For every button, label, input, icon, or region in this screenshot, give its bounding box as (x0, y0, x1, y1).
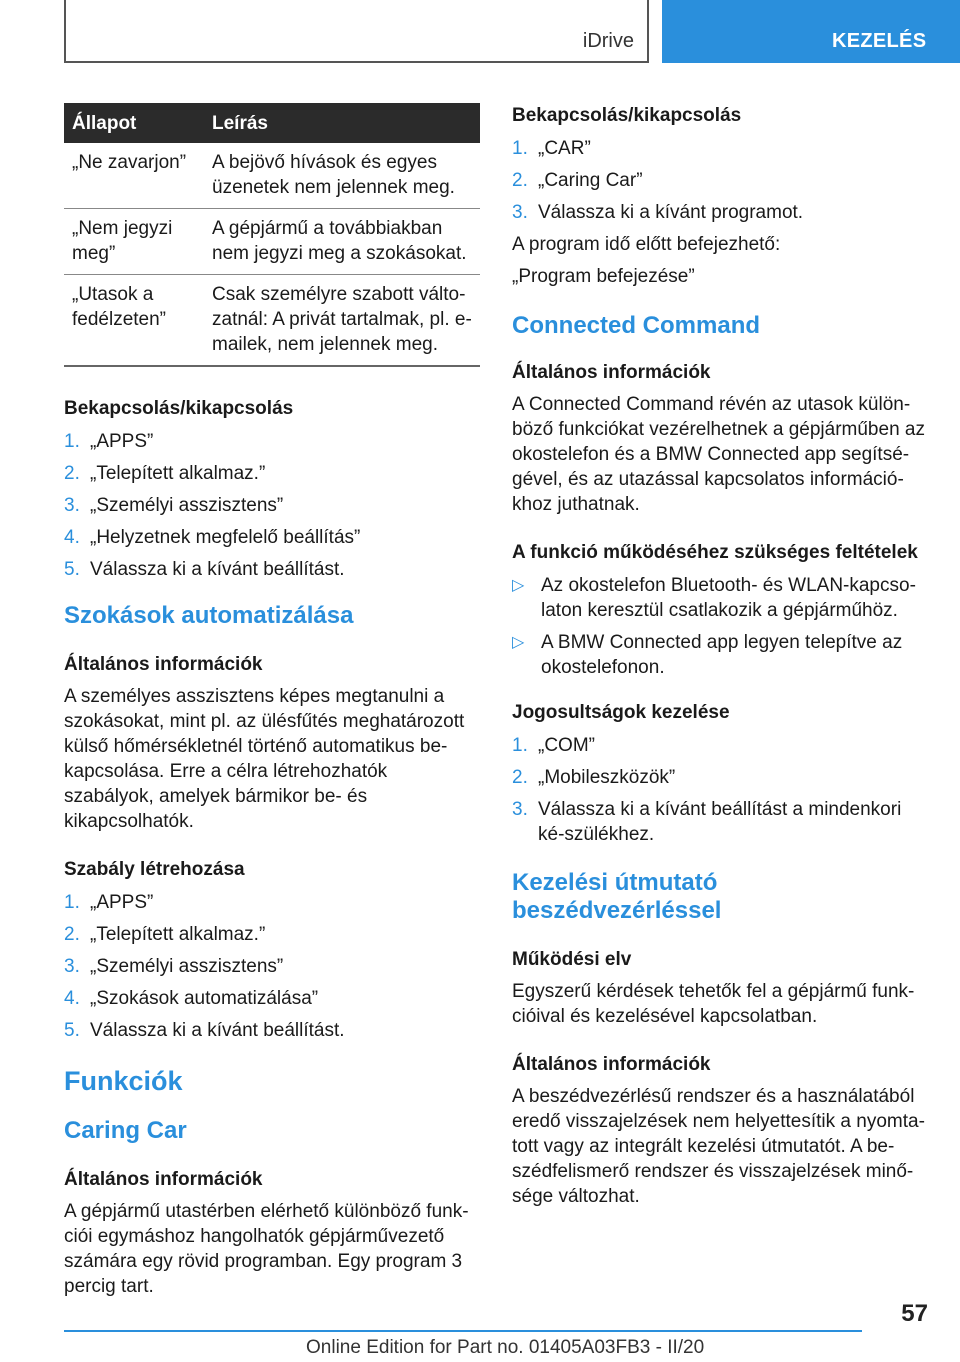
table-header-status: Állapot (72, 112, 137, 134)
list-item: 5. Válassza ki a kívánt beállítást. (64, 1020, 345, 1041)
list-item: 2. „Mobileszközök” (512, 767, 676, 788)
table-header-row (64, 103, 480, 143)
caring-car-title: Caring Car (64, 1117, 187, 1144)
table-row (64, 143, 480, 209)
principle-heading: Működési elv (512, 949, 632, 970)
table-header-description: Leírás (212, 112, 268, 134)
connected-command-title: Connected Command (512, 312, 761, 339)
status-table (64, 103, 480, 367)
list-item: 1. „COM” (512, 735, 595, 756)
list-item: 2. „Caring Car” (512, 170, 643, 191)
list-item: 4. „Szokások automatizálása” (64, 988, 319, 1009)
cc-general-heading: Általános információk (512, 362, 711, 383)
rule-create-heading: Szabály létrehozása (64, 859, 245, 880)
habit-general-text: A személyes asszisztens képes megtanulni a szokásokat, mint pl. az ülésfűtés meghatározott külső hőmérsékletnél történő automatikus be-kapcsolása. Erre a célra létrehozhatók szabályok, amelyek bármikor be- és kikapcsolhatók. (64, 686, 465, 832)
left-column (64, 103, 480, 1299)
early-end-command: „Program befejezése” (512, 266, 695, 287)
header-chapter-tab (662, 0, 960, 63)
list-item: 4. „Helyzetnek megfelelő beállítás” (64, 527, 361, 548)
table-row (64, 209, 480, 275)
table-cell-status: „Nem jegyzi meg” (72, 218, 173, 264)
rights-heading: Jogosultságok kezelése (512, 702, 730, 723)
voice-control-title: Kezelési útmutató beszédvezérléssel (512, 869, 722, 924)
caring-general-heading: Általános információk (64, 1169, 263, 1190)
voice-general-text: A beszédvezérlésű rendszer és a használatából eredő visszajelzések nem helyettesítik a nyomta-tott vagy az integrált kezelési útmutatót. A be-szédfelismerő rendszer és visszajelzések minő-sége változhat. (512, 1086, 925, 1207)
list-item: 3. Válassza ki a kívánt beállítást a mindenkori ké-szülékhez. (512, 799, 902, 845)
list-item: ▷ Az okostelefon Bluetooth- és WLAN-kapcso-laton keresztül csatlakozik a gépjárműhöz. (512, 575, 916, 621)
functions-title: Funkciók (64, 1066, 183, 1096)
early-end-text: A program idő előtt befejezhető: (512, 234, 781, 255)
header-section-label: iDrive (582, 30, 634, 52)
voice-general-heading: Általános információk (512, 1054, 711, 1075)
habit-general-heading: Általános információk (64, 654, 263, 675)
onoff-steps-list (64, 429, 480, 582)
caring-general-text: A gépjármű utastérben elérhető különböző funk-ciói egymáshoz hangolhatók gépjárművezető számára egy rövid programban. Egy program 3 percig tart. (64, 1201, 469, 1297)
rights-steps-list (512, 733, 928, 847)
table-row (64, 275, 480, 367)
onoff-heading: Bekapcsolás/kikapcsolás (64, 398, 294, 419)
table-cell-status: „Ne zavarjon” (72, 152, 187, 173)
list-item: 5. Válassza ki a kívánt beállítást. (64, 559, 345, 580)
list-item: 2. „Telepített alkalmaz.” (64, 924, 266, 945)
table-cell-description: A gépjármű a továbbiakban nem jegyzi meg a szokásokat. (212, 218, 467, 264)
list-item: 1. „APPS” (64, 892, 154, 913)
triangle-bullet-icon: ▷ (512, 634, 525, 651)
list-item: 3. „Személyi asszisztens” (64, 956, 284, 977)
header-section-box (64, 0, 649, 63)
list-item: 2. „Telepített alkalmaz.” (64, 463, 266, 484)
footer-divider (64, 1330, 862, 1332)
cc-general-text: A Connected Command révén az utasok külön-böző funkciókat vezérelhetnek a gépjárműben az okostelefon és a BMW Connected app segítsé-gével, és az utazással kapcsolatos információ-khoz juthatnak. (512, 394, 925, 515)
requirements-heading: A funkció működéséhez szükséges feltételek (512, 542, 918, 563)
caring-onoff-steps-list (512, 136, 928, 225)
list-item: 1. „APPS” (64, 431, 154, 452)
caring-onoff-heading: Bekapcsolás/kikapcsolás (512, 105, 742, 126)
table-cell-status: „Utasok a fedélzeten” (72, 284, 167, 330)
table-cell-description: A bejövő hívások és egyes üzenetek nem jelennek meg. (212, 152, 455, 198)
habit-automation-title: Szokások automatizálása (64, 602, 354, 629)
principle-text: Egyszerű kérdések tehetők fel a gépjármű funk-cióival és kezelésével kapcsolatban. (512, 981, 915, 1027)
header-chapter-label: KEZELÉS (832, 30, 927, 52)
triangle-bullet-icon: ▷ (512, 577, 525, 594)
table-cell-description: Csak személyre szabott válto-zatnál: A privát tartalmak, pl. e-mailek, nem jelennek meg. (212, 284, 472, 355)
list-item: 1. „CAR” (512, 138, 591, 159)
list-item: ▷ A BMW Connected app legyen telepítve az okostelefonon. (512, 632, 903, 678)
page-number: 57 (901, 1300, 928, 1327)
list-item: 3. „Személyi asszisztens” (64, 495, 284, 516)
edition-text: Online Edition for Part no. 01405A03FB3 - II/20 (306, 1337, 705, 1358)
right-column (512, 103, 928, 1209)
requirements-list (512, 573, 928, 680)
rule-steps-list (64, 890, 480, 1043)
list-item: 3. Válassza ki a kívánt programot. (512, 202, 804, 223)
